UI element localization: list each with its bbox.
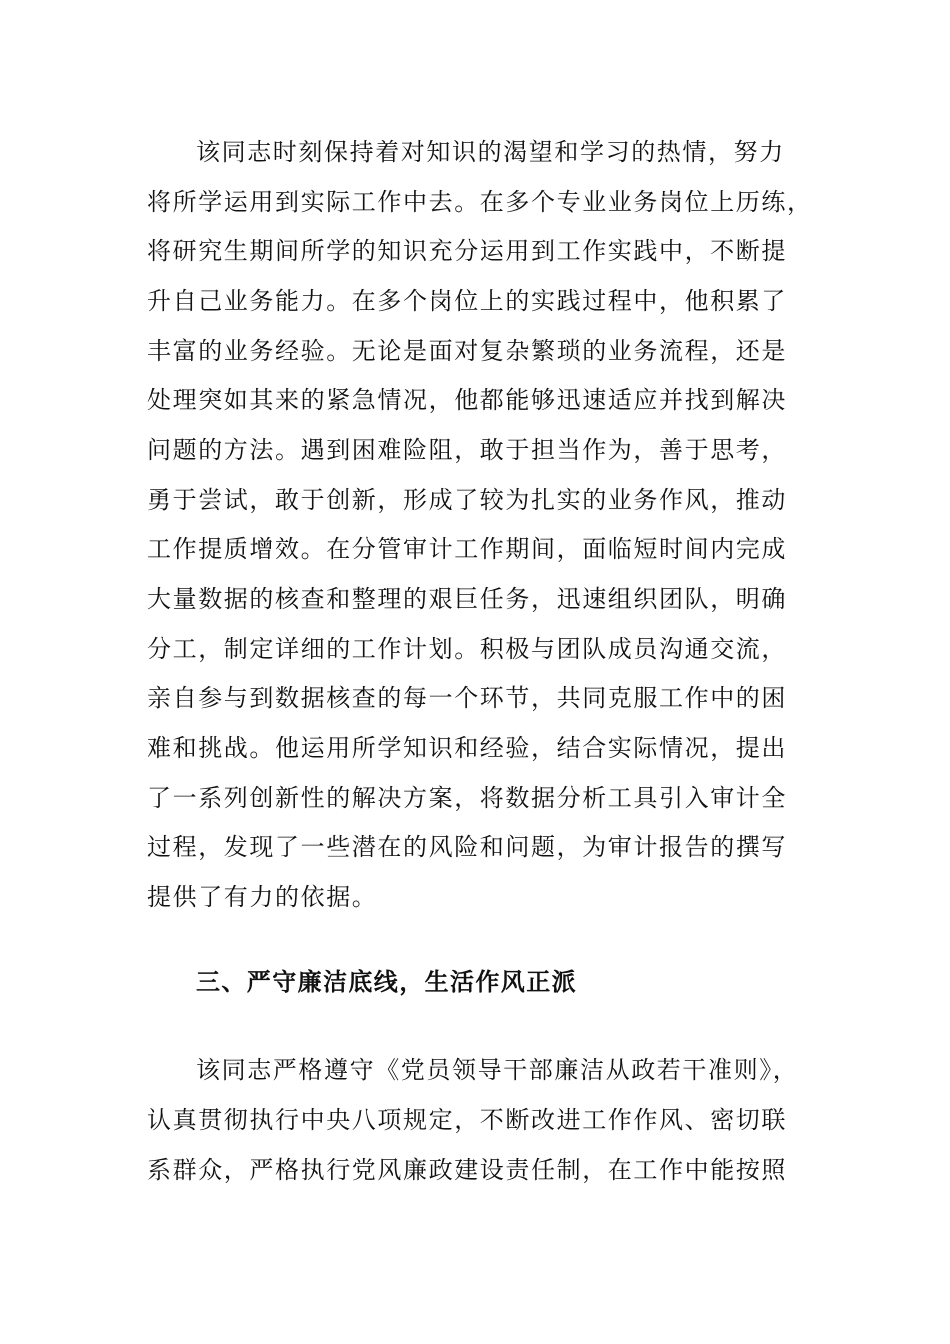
paragraph-line: 大量数据的核查和整理的艰巨任务，迅速组织团队，明确 [147, 585, 787, 613]
section-heading: 三、严守廉洁底线，生活作风正派 [196, 967, 577, 996]
paragraph-line: 处理突如其来的紧急情况，他都能够迅速适应并找到解决 [147, 386, 787, 414]
paragraph-line: 升自己业务能力。在多个岗位上的实践过程中，他积累了 [147, 287, 787, 315]
paragraph-line: 认真贯彻执行中央八项规定，不断改进工作作风、密切联 [147, 1106, 787, 1134]
paragraph-line: 勇于尝试，敢于创新，形成了较为扎实的业务作风，推动 [147, 486, 787, 514]
paragraph-line: 丰富的业务经验。无论是面对复杂繁琐的业务流程，还是 [147, 337, 787, 365]
paragraph-line: 将研究生期间所学的知识充分运用到工作实践中，不断提 [147, 237, 787, 265]
paragraph-line: 难和挑战。他运用所学知识和经验，结合实际情况，提出 [147, 734, 787, 762]
paragraph-line: 了一系列创新性的解决方案，将数据分析工具引入审计全 [147, 784, 787, 812]
paragraph-line: 提供了有力的依据。 [147, 883, 378, 911]
paragraph-line: 该同志时刻保持着对知识的渴望和学习的热情，努力 [196, 138, 785, 166]
paragraph-line: 工作提质增效。在分管审计工作期间，面临短时间内完成 [147, 535, 787, 563]
paragraph-line: 亲自参与到数据核查的每一个环节，共同克服工作中的困 [147, 684, 787, 712]
paragraph-line: 系群众，严格执行党风廉政建设责任制，在工作中能按照 [147, 1156, 787, 1184]
paragraph-line: 过程，发现了一些潜在的风险和问题，为审计报告的撰写 [147, 833, 787, 861]
paragraph-line: 将所学运用到实际工作中去。在多个专业业务岗位上历练， [147, 188, 813, 216]
paragraph-line: 该同志严格遵守《党员领导干部廉洁从政若干准则》， [196, 1056, 799, 1084]
paragraph-line: 分工，制定详细的工作计划。积极与团队成员沟通交流， [147, 635, 787, 663]
paragraph-line: 问题的方法。遇到困难险阻，敢于担当作为，善于思考， [147, 436, 787, 464]
